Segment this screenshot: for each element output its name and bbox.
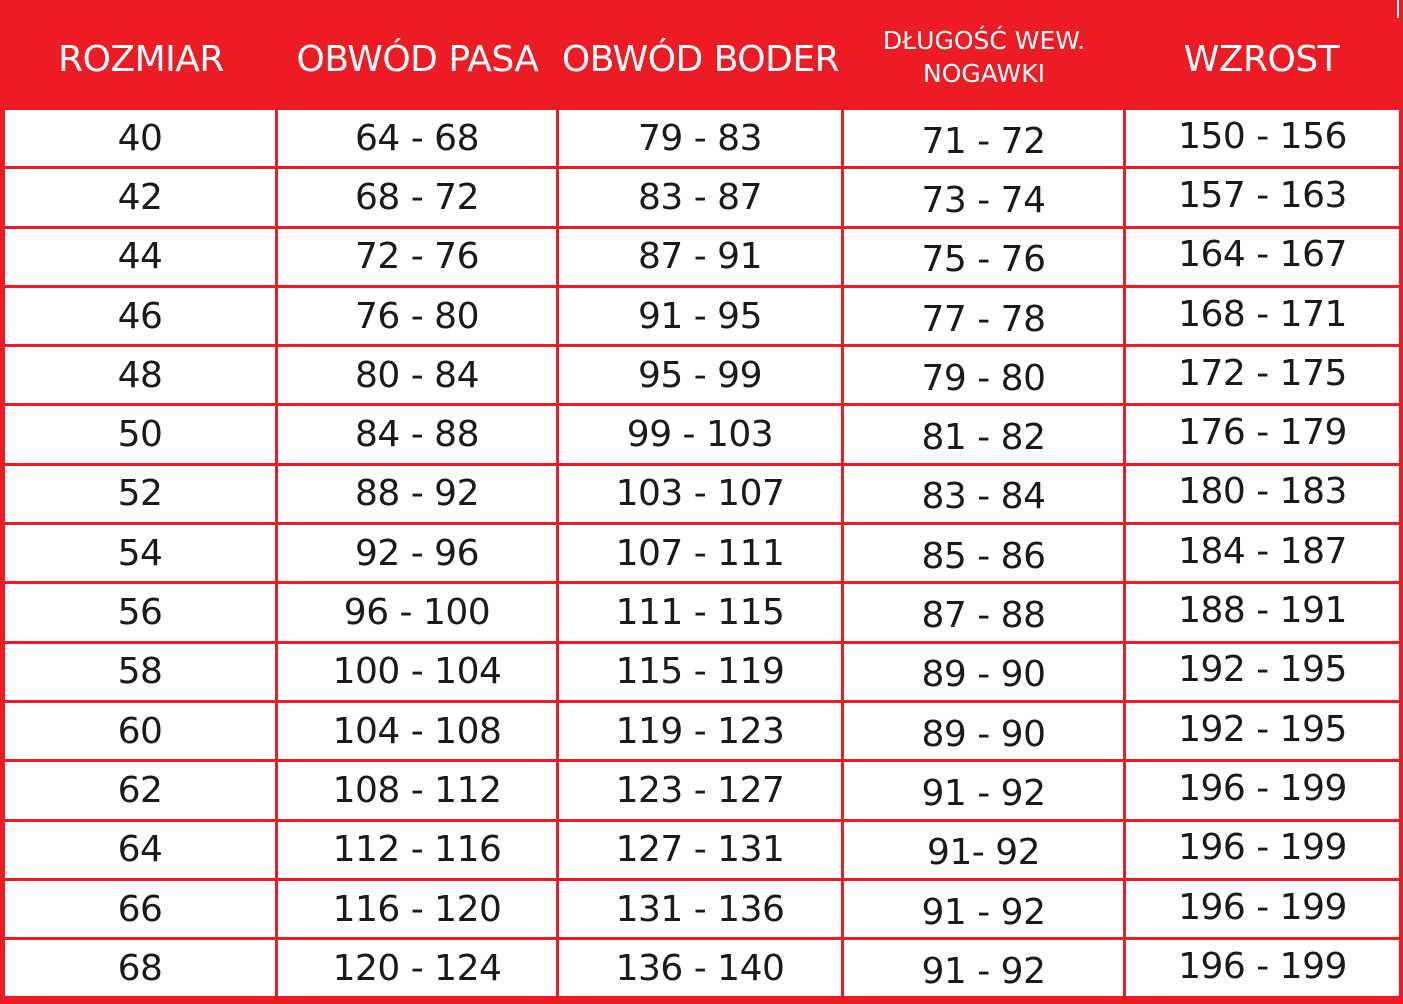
inseam-cell: 73 - 74 [844, 169, 1123, 225]
waist-cell: 76 - 80 [278, 288, 556, 344]
size-cell: 66 [5, 881, 275, 937]
waist-cell: 92 - 96 [278, 525, 556, 581]
inseam-cell: 83 - 84 [844, 466, 1123, 522]
waist-cell: 64 - 68 [278, 110, 556, 166]
inseam-cell: 77 - 78 [844, 288, 1123, 344]
size-cell: 68 [5, 940, 275, 996]
hips-cell: 103 - 107 [559, 466, 841, 522]
hips-cell: 119 - 123 [559, 703, 841, 759]
hips-cell: 136 - 140 [559, 940, 841, 996]
waist-cell: 80 - 84 [278, 347, 556, 403]
hips-cell: 91 - 95 [559, 288, 841, 344]
size-cell: 56 [5, 584, 275, 640]
hips-cell: 111 - 115 [559, 584, 841, 640]
inseam-cell: 91 - 92 [844, 940, 1123, 996]
inseam-cell: 87 - 88 [844, 584, 1123, 640]
height-cell: 157 - 163 [1126, 169, 1399, 225]
inseam-cell: 71 - 72 [844, 110, 1123, 166]
inseam-cell: 81 - 82 [844, 406, 1123, 462]
size-cell: 58 [5, 644, 275, 700]
size-cell: 48 [5, 347, 275, 403]
inseam-cell: 91 - 92 [844, 881, 1123, 937]
height-cell: 196 - 199 [1126, 881, 1399, 937]
inseam-cell: 89 - 90 [844, 644, 1123, 700]
hips-cell: 95 - 99 [559, 347, 841, 403]
height-cell: 188 - 191 [1126, 584, 1399, 640]
header-inseam [843, 0, 1125, 110]
waist-cell: 120 - 124 [278, 940, 556, 996]
height-cell: 150 - 156 [1126, 110, 1399, 166]
inseam-cell: 75 - 76 [844, 229, 1123, 285]
header-hips: OBWÓD BODER [561, 38, 840, 80]
hips-cell: 123 - 127 [559, 762, 841, 818]
header-waist: OBWÓD PASA [296, 38, 539, 80]
table-body [5, 110, 1398, 996]
inseam-cell: 85 - 86 [844, 525, 1123, 581]
hips-cell: 99 - 103 [559, 406, 841, 462]
header-size: ROZMIAR [58, 38, 224, 80]
inseam-cell: 91- 92 [844, 822, 1123, 878]
waist-cell: 108 - 112 [278, 762, 556, 818]
hips-cell: 131 - 136 [559, 881, 841, 937]
waist-cell: 84 - 88 [278, 406, 556, 462]
height-cell: 176 - 179 [1126, 406, 1399, 462]
size-cell: 54 [5, 525, 275, 581]
inseam-cell: 91 - 92 [844, 762, 1123, 818]
hips-cell: 107 - 111 [559, 525, 841, 581]
size-cell: 40 [5, 110, 275, 166]
height-cell: 164 - 167 [1126, 229, 1399, 285]
header-height: WZROST [1183, 38, 1340, 80]
size-cell: 42 [5, 169, 275, 225]
waist-cell: 116 - 120 [278, 881, 556, 937]
size-cell: 64 [5, 822, 275, 878]
corner-mark [1397, 0, 1399, 18]
height-cell: 196 - 199 [1126, 822, 1399, 878]
hips-cell: 79 - 83 [559, 110, 841, 166]
height-cell: 184 - 187 [1126, 525, 1399, 581]
inseam-cell: 89 - 90 [844, 703, 1123, 759]
waist-cell: 88 - 92 [278, 466, 556, 522]
waist-cell: 112 - 116 [278, 822, 556, 878]
hips-cell: 83 - 87 [559, 169, 841, 225]
hips-cell: 127 - 131 [559, 822, 841, 878]
header-inseam-line1: DŁUGOŚĆ WEW. [882, 26, 1086, 55]
waist-cell: 96 - 100 [278, 584, 556, 640]
size-cell: 62 [5, 762, 275, 818]
hips-cell: 87 - 91 [559, 229, 841, 285]
size-cell: 52 [5, 466, 275, 522]
waist-cell: 104 - 108 [278, 703, 556, 759]
inseam-cell: 79 - 80 [844, 347, 1123, 403]
waist-cell: 68 - 72 [278, 169, 556, 225]
size-cell: 50 [5, 406, 275, 462]
size-cell: 44 [5, 229, 275, 285]
height-cell: 196 - 199 [1126, 940, 1399, 996]
height-cell: 172 - 175 [1126, 347, 1399, 403]
size-cell: 60 [5, 703, 275, 759]
waist-cell: 100 - 104 [278, 644, 556, 700]
height-cell: 192 - 195 [1126, 644, 1399, 700]
height-cell: 196 - 199 [1126, 762, 1399, 818]
table-header [5, 0, 1398, 110]
header-inseam-line2: NOGAWKI [923, 59, 1045, 88]
height-cell: 180 - 183 [1126, 466, 1399, 522]
hips-cell: 115 - 119 [559, 644, 841, 700]
waist-cell: 72 - 76 [278, 229, 556, 285]
height-cell: 168 - 171 [1126, 288, 1399, 344]
height-cell: 192 - 195 [1126, 703, 1399, 759]
size-cell: 46 [5, 288, 275, 344]
